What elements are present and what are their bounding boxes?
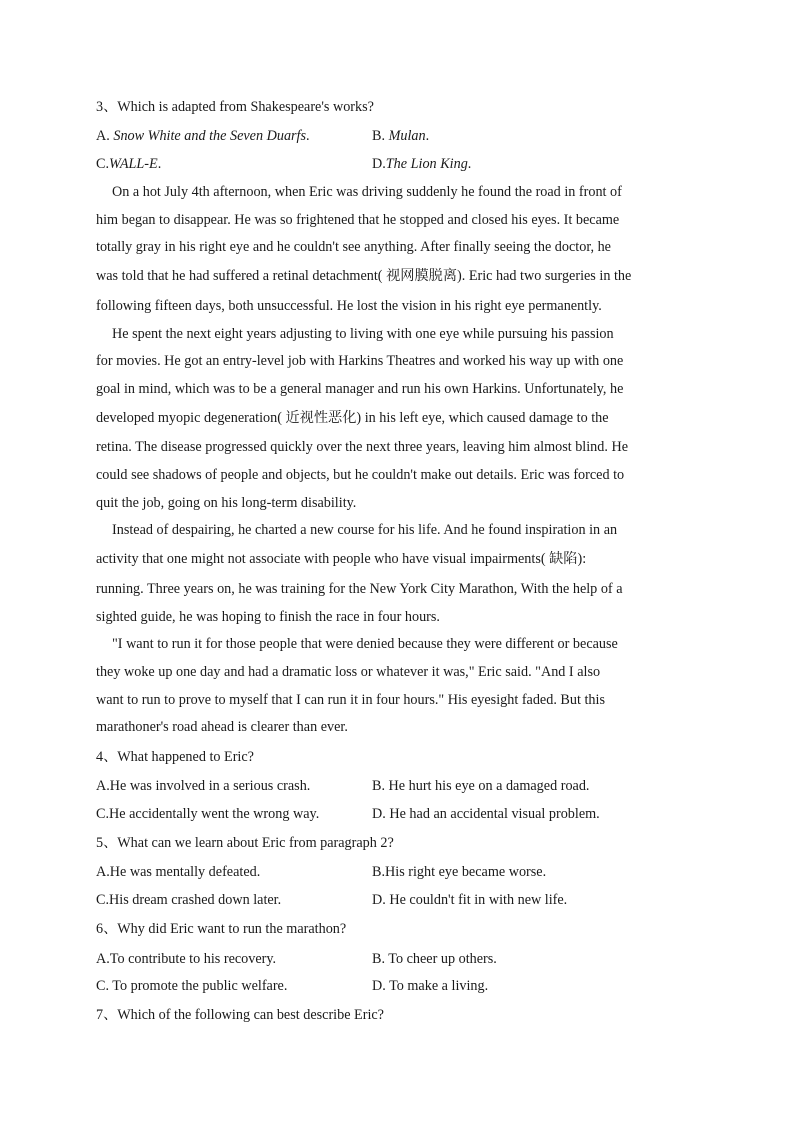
passage-line: totally gray in his right eye and he couldn't see anything. After finally seeing the doctor, he: [96, 239, 611, 255]
passage-line: goal in mind, which was to be a general manager and run his own Harkins. Unfortunately, he: [96, 381, 624, 397]
question-5-option-d: D. He couldn't fit in with new life.: [372, 892, 568, 908]
option-suffix: .: [467, 156, 472, 172]
passage-line: him began to disappear. He was so frightened that he stopped and closed his eyes. It became: [96, 212, 620, 228]
passage-line: sighted guide, he was hoping to finish the race in four hours.: [96, 609, 440, 625]
question-3-option-b: [372, 127, 429, 145]
movie-title: WALL-E: [109, 156, 158, 172]
passage-line: Instead of despairing, he charted a new course for his life. And he found inspiration in an: [112, 522, 618, 538]
question-3-stem: 3、Which is adapted from Shakespeare's works?: [96, 99, 374, 115]
question-5-option-b: B.His right eye became worse.: [372, 864, 547, 880]
movie-title: Snow White and the Seven Duarfs: [113, 128, 307, 144]
question-6-stem: 6、Why did Eric want to run the marathon?: [96, 921, 347, 937]
question-4-option-a: A.He was involved in a serious crash.: [96, 778, 311, 794]
passage-line: could see shadows of people and objects, but he couldn't make out details. Eric was forced to: [96, 467, 625, 483]
passage-line: following fifteen days, both unsuccessful. He lost the vision in his right eye permanently.: [96, 298, 602, 314]
question-5-stem: 5、What can we learn about Eric from paragraph 2?: [96, 835, 394, 851]
question-7-stem: 7、Which of the following can best describe Eric?: [96, 1007, 384, 1023]
option-suffix: .: [425, 128, 430, 144]
question-4-option-b: B. He hurt his eye on a damaged road.: [372, 778, 590, 794]
passage-line: On a hot July 4th afternoon, when Eric was driving suddenly he found the road in front of: [112, 184, 622, 200]
passage-line: for movies. He got an entry-level job with Harkins Theatres and worked his way up with one: [96, 353, 624, 369]
option-suffix: .: [157, 156, 162, 172]
question-6-option-d: D. To make a living.: [372, 978, 489, 994]
movie-title: Mulan: [388, 128, 426, 144]
passage-line: quit the job, going on his long-term disability.: [96, 495, 357, 511]
passage-line: "I want to run it for those people that were denied because they were different or because: [112, 636, 618, 652]
option-label: C.: [96, 156, 110, 172]
option-suffix: .: [306, 128, 310, 144]
passage-line: was told that he had suffered a retinal detachment( 视网膜脱离). Eric had two surgeries in the: [96, 268, 632, 284]
passage-line: retina. The disease progressed quickly over the next three years, leaving him almost blind. He: [96, 439, 629, 455]
passage-line: marathoner's road ahead is clearer than ever.: [96, 719, 348, 735]
option-label: B.: [372, 128, 389, 144]
passage-line: want to run to prove to myself that I can run it in four hours." His eyesight faded. But this: [96, 692, 605, 708]
passage-line: developed myopic degeneration( 近视性恶化) in his left eye, which caused damage to the: [96, 410, 609, 426]
option-label: D.: [372, 156, 386, 172]
question-3-option-a: [96, 127, 310, 145]
passage-line: running. Three years on, he was training for the New York City Marathon, With the help of a: [96, 581, 623, 597]
question-3-option-c: [96, 155, 161, 173]
question-6-option-b: B. To cheer up others.: [372, 951, 497, 967]
question-5-option-a: A.He was mentally defeated.: [96, 864, 261, 880]
question-3-option-d: [372, 155, 471, 173]
question-4-stem: 4、What happened to Eric?: [96, 749, 254, 765]
passage-line: He spent the next eight years adjusting to living with one eye while pursuing his passion: [112, 326, 614, 342]
option-label: A.: [96, 128, 114, 144]
question-4-option-c: C.He accidentally went the wrong way.: [96, 806, 320, 822]
passage-line: they woke up one day and had a dramatic loss or whatever it was," Eric said. "And I also: [96, 664, 601, 680]
question-6-option-c: C. To promote the public welfare.: [96, 978, 288, 994]
question-4-option-d: D. He had an accidental visual problem.: [372, 806, 600, 822]
passage-line: activity that one might not associate with people who have visual impairments( 缺陷):: [96, 551, 587, 567]
movie-title: The Lion King: [385, 156, 468, 172]
question-5-option-c: C.His dream crashed down later.: [96, 892, 282, 908]
question-6-option-a: A.To contribute to his recovery.: [96, 951, 277, 967]
